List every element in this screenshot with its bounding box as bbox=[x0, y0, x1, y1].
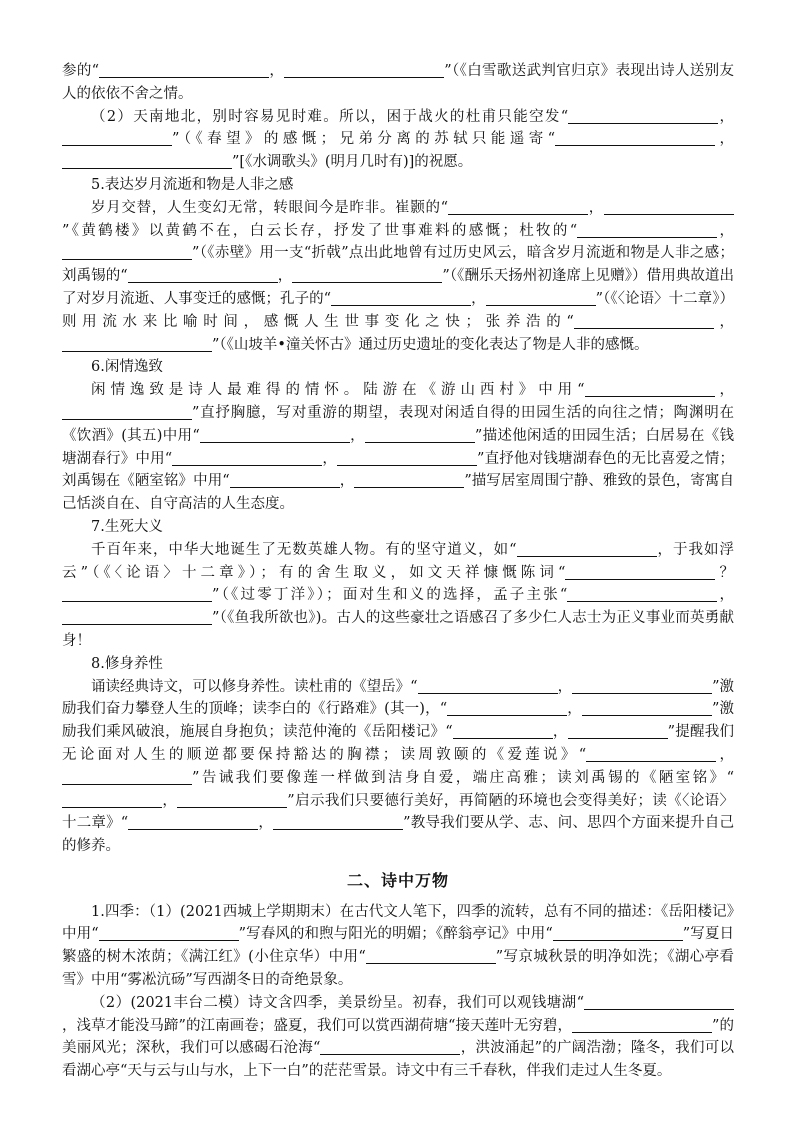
answer-blank[interactable] bbox=[292, 267, 442, 283]
answer-blank[interactable] bbox=[354, 472, 464, 488]
paragraph-separation: （2）天南地北，别时容易见时难。所以，困于战火的杜甫只能空发“ ，”（《春望》的感慨；兄弟分离的苏轼只能遥寄“ ，”[《水调歌头》(明月几时有)]的祝愿。 bbox=[62, 106, 734, 174]
paragraph-seasons-1: 1.四季：（1）(2021西城上学期期末）在古代文人笔下，四季的流转，总有不同的描述：《岳阳楼记》中用“ ”写春风的和煦与阳光的明媚；《醉翁亭记》中用“ ”写夏日繁盛的树木浓荫；《满江红》(小住京华）中用“ ”写京城秋景的明净如洗；《湖心亭看雪》中用“雾凇沆砀”写西湖冬日的奇绝景象。 bbox=[62, 903, 734, 989]
answer-blank[interactable] bbox=[273, 814, 403, 830]
answer-blank[interactable] bbox=[284, 62, 444, 78]
answer-blank[interactable] bbox=[584, 994, 734, 1010]
section-title: 二、诗中万物 bbox=[346, 870, 449, 890]
answer-blank[interactable] bbox=[99, 925, 239, 941]
answer-blank[interactable] bbox=[62, 153, 232, 169]
answer-blank[interactable] bbox=[62, 586, 212, 602]
answer-blank[interactable] bbox=[337, 450, 477, 466]
answer-blank[interactable] bbox=[572, 678, 712, 694]
answer-blank[interactable] bbox=[574, 313, 714, 329]
answer-blank[interactable] bbox=[62, 609, 212, 625]
subheading-life-death: 7.生死大义 bbox=[91, 518, 163, 535]
subheading-time-passing: 5.表达岁月流逝和物是人非之感 bbox=[91, 176, 294, 193]
answer-blank[interactable] bbox=[62, 404, 192, 420]
answer-blank[interactable] bbox=[448, 199, 588, 215]
answer-blank[interactable] bbox=[230, 472, 340, 488]
answer-blank[interactable] bbox=[447, 700, 567, 716]
answer-blank[interactable] bbox=[365, 427, 475, 443]
answer-blank[interactable] bbox=[604, 199, 734, 215]
paragraph-time-passing: 岁月交替，人生变幻无常，转眼间今是昨非。崔颢的“ ，”《黄鹤楼》以黄鹤不在，白云长存，抒发了世事难料的感慨；杜牧的“ ，”（《赤壁》用一支“折戟”点出此地曾有过历史风云，暗含岁月流逝和物是人非之感；刘禹锡的“ ， ”（《酬乐天扬州初逢席上见赠》）借用典故道出了对岁月流逝、人事变迁的感慨；孔子的“ ， ”（《〈论语〉十二章》）则用流水来比喻时间，感慨人生世事变化之快；张养浩的“ ，”（《山坡羊•潼关怀古》通过历史遗址的变化表达了物是人非的感慨。 bbox=[62, 199, 735, 353]
answer-blank[interactable] bbox=[62, 336, 212, 352]
answer-blank[interactable] bbox=[99, 62, 269, 78]
subheading-self-cultivation: 8.修身养性 bbox=[91, 655, 163, 672]
answer-blank[interactable] bbox=[586, 746, 716, 762]
answer-blank[interactable] bbox=[200, 427, 350, 443]
answer-blank[interactable] bbox=[582, 700, 712, 716]
answer-blank[interactable] bbox=[486, 290, 596, 306]
paragraph-seasons-2: （2）(2021丰台二模）诗文含四季，美景纷呈。初春，我们可以观钱塘湖“，浅草才能没马蹄”的江南画卷；盛夏，我们可以赏西湖荷塘“接天莲叶无穷碧， ”的美丽风光；深秋，我们可以感碣石沧海“ ，洪波涌起”的广阔浩渤；隆冬，我们可以看湖心亭“天与云与山与水，上下一白”的茫茫雪景。诗文中有三千春秋，伴我们走过人生冬夏。 bbox=[62, 994, 734, 1080]
paragraph-self-cultivation: 诵读经典诗文，可以修身养性。读杜甫的《望岳》“ ， ”激励我们奋力攀登人生的顶峰；读李白的《行路难》(其一)，“ ， ”激励我们乘风破浪，施展自身抱负；读范仲淹的《岳阳楼记》“ ， ”提醒我们无论面对人生的顺逆都要保持豁达的胸襟；读周敦颐的《爱莲说》“ ，”告诫我们要像莲一样做到洁身自爱，端庄高雅；读刘禹锡的《陋室铭》“， ”启示我们只要德行美好，再简陋的环境也会变得美好；读《〈论语〉十二章》“ ， ”教导我们要从学、志、问、思四个方面来提升自己的修养。 bbox=[62, 678, 734, 855]
answer-blank[interactable] bbox=[517, 541, 657, 557]
answer-blank[interactable] bbox=[418, 678, 558, 694]
paragraph-farewell: 参的“ ， ”（《白雪歌送武判官归京》表现出诗人送别友人的依依不舍之情。 bbox=[62, 63, 734, 102]
answer-blank[interactable] bbox=[62, 769, 192, 785]
answer-blank[interactable] bbox=[568, 108, 718, 124]
answer-blank[interactable] bbox=[366, 948, 496, 964]
answer-blank[interactable] bbox=[585, 381, 715, 397]
answer-blank[interactable] bbox=[172, 450, 322, 466]
answer-blank[interactable] bbox=[62, 792, 162, 808]
answer-blank[interactable] bbox=[567, 586, 717, 602]
document-page bbox=[62, 60, 734, 1083]
answer-blank[interactable] bbox=[568, 723, 668, 739]
answer-blank[interactable] bbox=[177, 792, 287, 808]
paragraph-life-death: 千百年来，中华大地诞生了无数英雄人物。有的坚守道义，如“ ，于我如浮云”（《〈论语〉十二章》）；有的舍生取义，如文天祥慷慨陈词“ ？”（《过零丁洋》）；面对生和义的选择，孟子主张“ ，”（《鱼我所欲也》)。古人的这些豪壮之语感召了多少仁人志士为正义事业而英勇献身！ bbox=[62, 541, 735, 649]
answer-blank[interactable] bbox=[553, 925, 683, 941]
answer-blank[interactable] bbox=[62, 130, 172, 146]
paragraph-leisure: 闲情逸致是诗人最难得的情怀。陆游在《游山西村》中用“ ，”直抒胸臆，写对重游的期望，表现对闲适自得的田园生活的向往之情；陶渊明在《饮酒》(其五)中用“ ， ”描述他闲适的田园生活；白居易在《钱塘湖春行》中用“ ， ”直抒他对钱塘湖春色的无比喜爱之情；刘禹锡在《陋室铭》中用“ ， ”描写居室周围宁静、雅致的景色，寄寓自己恬淡自在、自守高洁的人生态度。 bbox=[62, 382, 735, 513]
answer-blank[interactable] bbox=[555, 130, 715, 146]
answer-blank[interactable] bbox=[577, 222, 717, 238]
answer-blank[interactable] bbox=[128, 814, 258, 830]
answer-blank[interactable] bbox=[62, 244, 192, 260]
answer-blank[interactable] bbox=[320, 1039, 460, 1055]
answer-blank[interactable] bbox=[453, 723, 553, 739]
answer-blank[interactable] bbox=[331, 290, 471, 306]
answer-blank[interactable] bbox=[128, 267, 278, 283]
subheading-leisure: 6.闲情逸致 bbox=[91, 359, 163, 376]
answer-blank[interactable] bbox=[572, 1017, 712, 1033]
answer-blank[interactable] bbox=[565, 564, 715, 580]
